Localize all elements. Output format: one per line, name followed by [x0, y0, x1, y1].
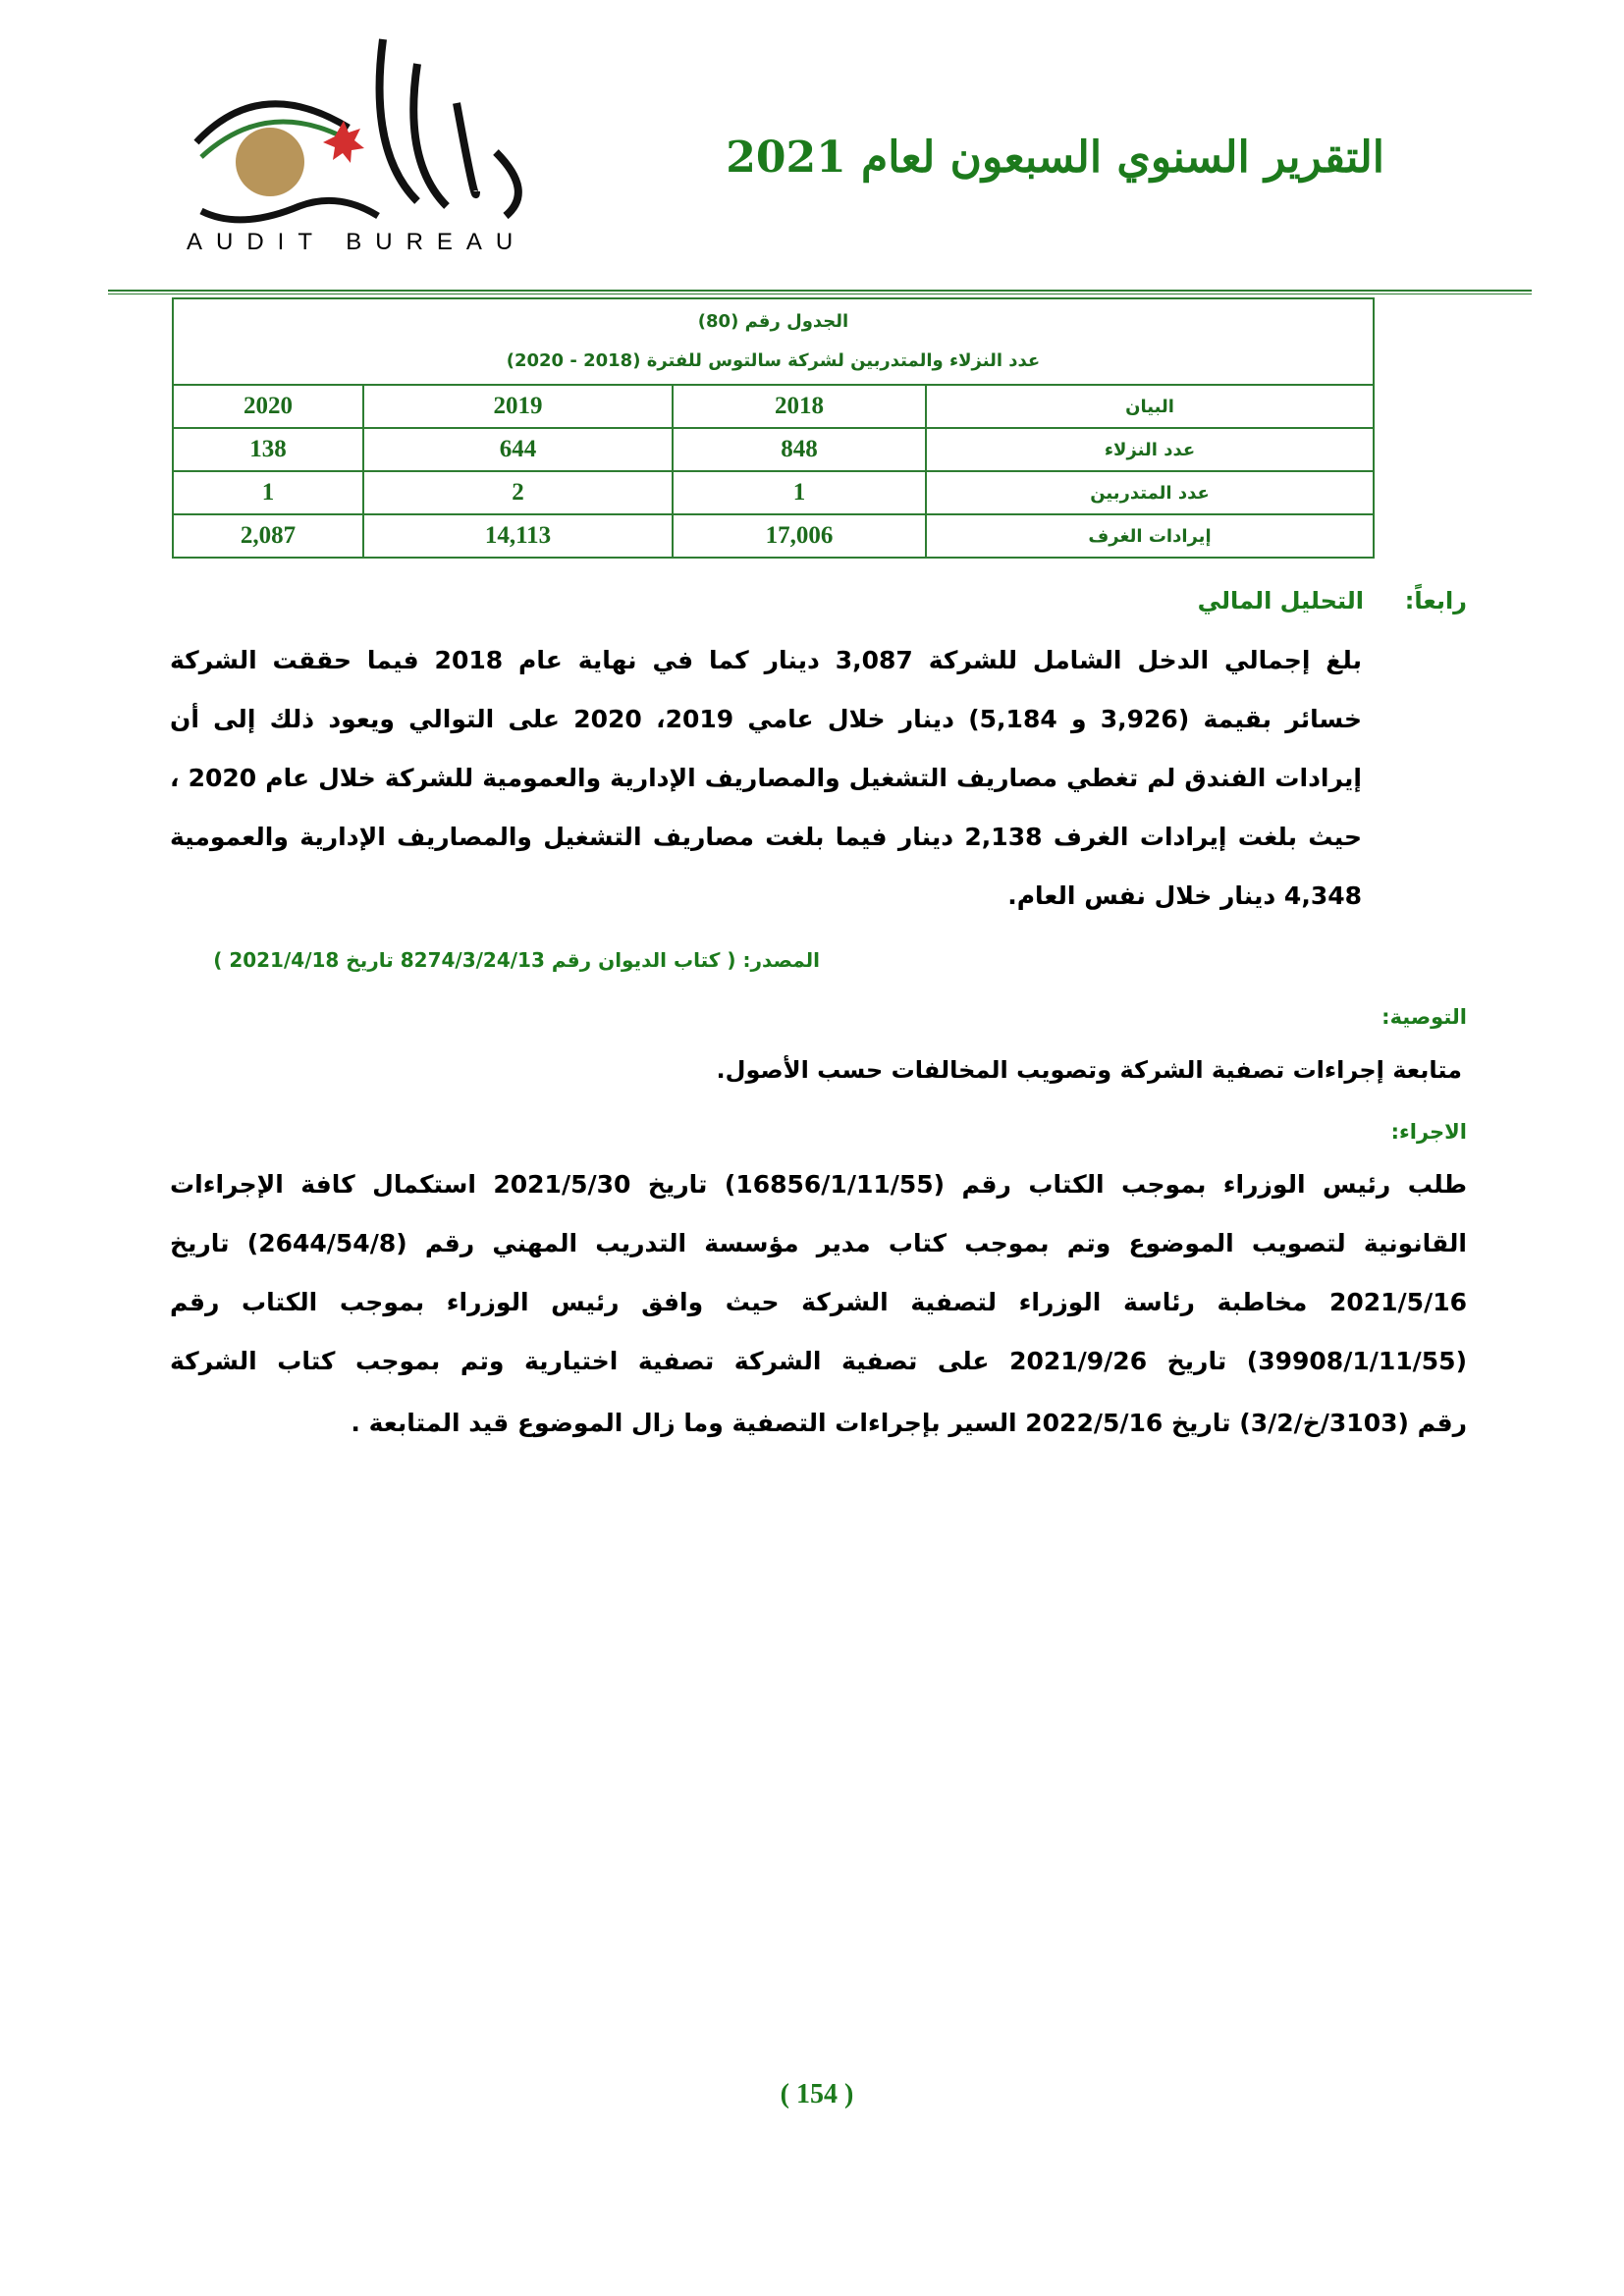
logo-english-text: AUDIT BUREAU	[187, 229, 527, 255]
page-number: ( 154 )	[780, 2079, 854, 2109]
action-heading: الاجراء:	[1390, 1120, 1467, 1144]
row-label: عدد النزلاء	[926, 428, 1374, 471]
action-line: القانونية لتصويب الموضوع وتم بموجب كتاب مدير مؤسسة التدريب المهني رقم (2644/54/8) تاريخ	[170, 1229, 1468, 1257]
guests-trainees-table	[172, 297, 1375, 559]
analysis-line: بلغ إجمالي الدخل الشامل للشركة 3,087 دينار كما في نهاية عام 2018 فيما حققت الشركة	[170, 646, 1362, 674]
action-line: رقم (3103/خ/3/2) تاريخ 2022/5/16 السير بإجراءات التصفية وما زال الموضوع قيد المتابعة .	[351, 1409, 1467, 1437]
cell: 1	[673, 471, 926, 514]
audit-bureau-logo	[182, 34, 555, 260]
action-line: طلب رئيس الوزراء بموجب الكتاب رقم (16856/1/11/55) تاريخ 2021/5/30 استكمال كافة الإجراءات	[170, 1170, 1467, 1199]
table-caption-cell	[173, 298, 1374, 385]
table-row	[173, 471, 1374, 514]
header-divider	[108, 290, 1532, 292]
table-row	[173, 428, 1374, 471]
cell: 848	[673, 428, 926, 471]
header-cell: البيان	[926, 385, 1374, 428]
cell: 1	[173, 471, 363, 514]
report-title: التقرير السنوي السبعون لعام 2021	[726, 133, 1384, 183]
section-number: رابعاً:	[1404, 587, 1467, 614]
recommendation-text: متابعة إجراءات تصفية الشركة وتصويب المخالفات حسب الأصول.	[716, 1056, 1462, 1084]
header-cell: 2020	[173, 385, 363, 428]
header-cell: 2019	[363, 385, 673, 428]
cell: 2	[363, 471, 673, 514]
cell: 17,006	[673, 514, 926, 558]
table-number: الجدول رقم (80)	[697, 311, 849, 332]
row-label: إيرادات الغرف	[926, 514, 1374, 558]
analysis-line: 4,348 دينار خلال نفس العام.	[1007, 881, 1362, 910]
analysis-line: حيث بلغت إيرادات الغرف 2,138 دينار فيما بلغت مصاريف التشغيل والمصاريف الإدارية والعمومية	[170, 823, 1362, 851]
recommendation-heading: التوصية:	[1381, 1005, 1467, 1029]
source-reference: المصدر: ( كتاب الديوان رقم 8274/3/24/13 تاريخ 2021/4/18 )	[213, 948, 820, 972]
cell: 644	[363, 428, 673, 471]
cell: 138	[173, 428, 363, 471]
table-row	[173, 514, 1374, 558]
table-header-row	[173, 385, 1374, 428]
table-caption: عدد النزلاء والمتدربين لشركة سالتوس للفترة (2018 - 2020)	[506, 350, 1041, 371]
section-title: التحليل المالي	[1197, 587, 1364, 614]
cell: 2,087	[173, 514, 363, 558]
action-line: (39908/1/11/55) تاريخ 2021/9/26 على تصفية الشركة تصفية اختيارية وتم بموجب كتاب الشركة	[170, 1347, 1467, 1375]
cell: 14,113	[363, 514, 673, 558]
row-label: عدد المتدربين	[926, 471, 1374, 514]
action-line: 2021/5/16 مخاطبة رئاسة الوزراء لتصفية الشركة حيث وافق رئيس الوزراء بموجب الكتاب رقم	[170, 1288, 1467, 1316]
analysis-line: إيرادات الفندق لم تغطي مصاريف التشغيل والمصاريف الإدارية والعمومية للشركة خلال عام 2020 ،	[170, 764, 1362, 792]
analysis-line: خسائر بقيمة (3,926 و 5,184) دينار خلال عامي 2019، 2020 على التوالي ويعود ذلك إلى أن	[170, 705, 1363, 733]
header-cell: 2018	[673, 385, 926, 428]
